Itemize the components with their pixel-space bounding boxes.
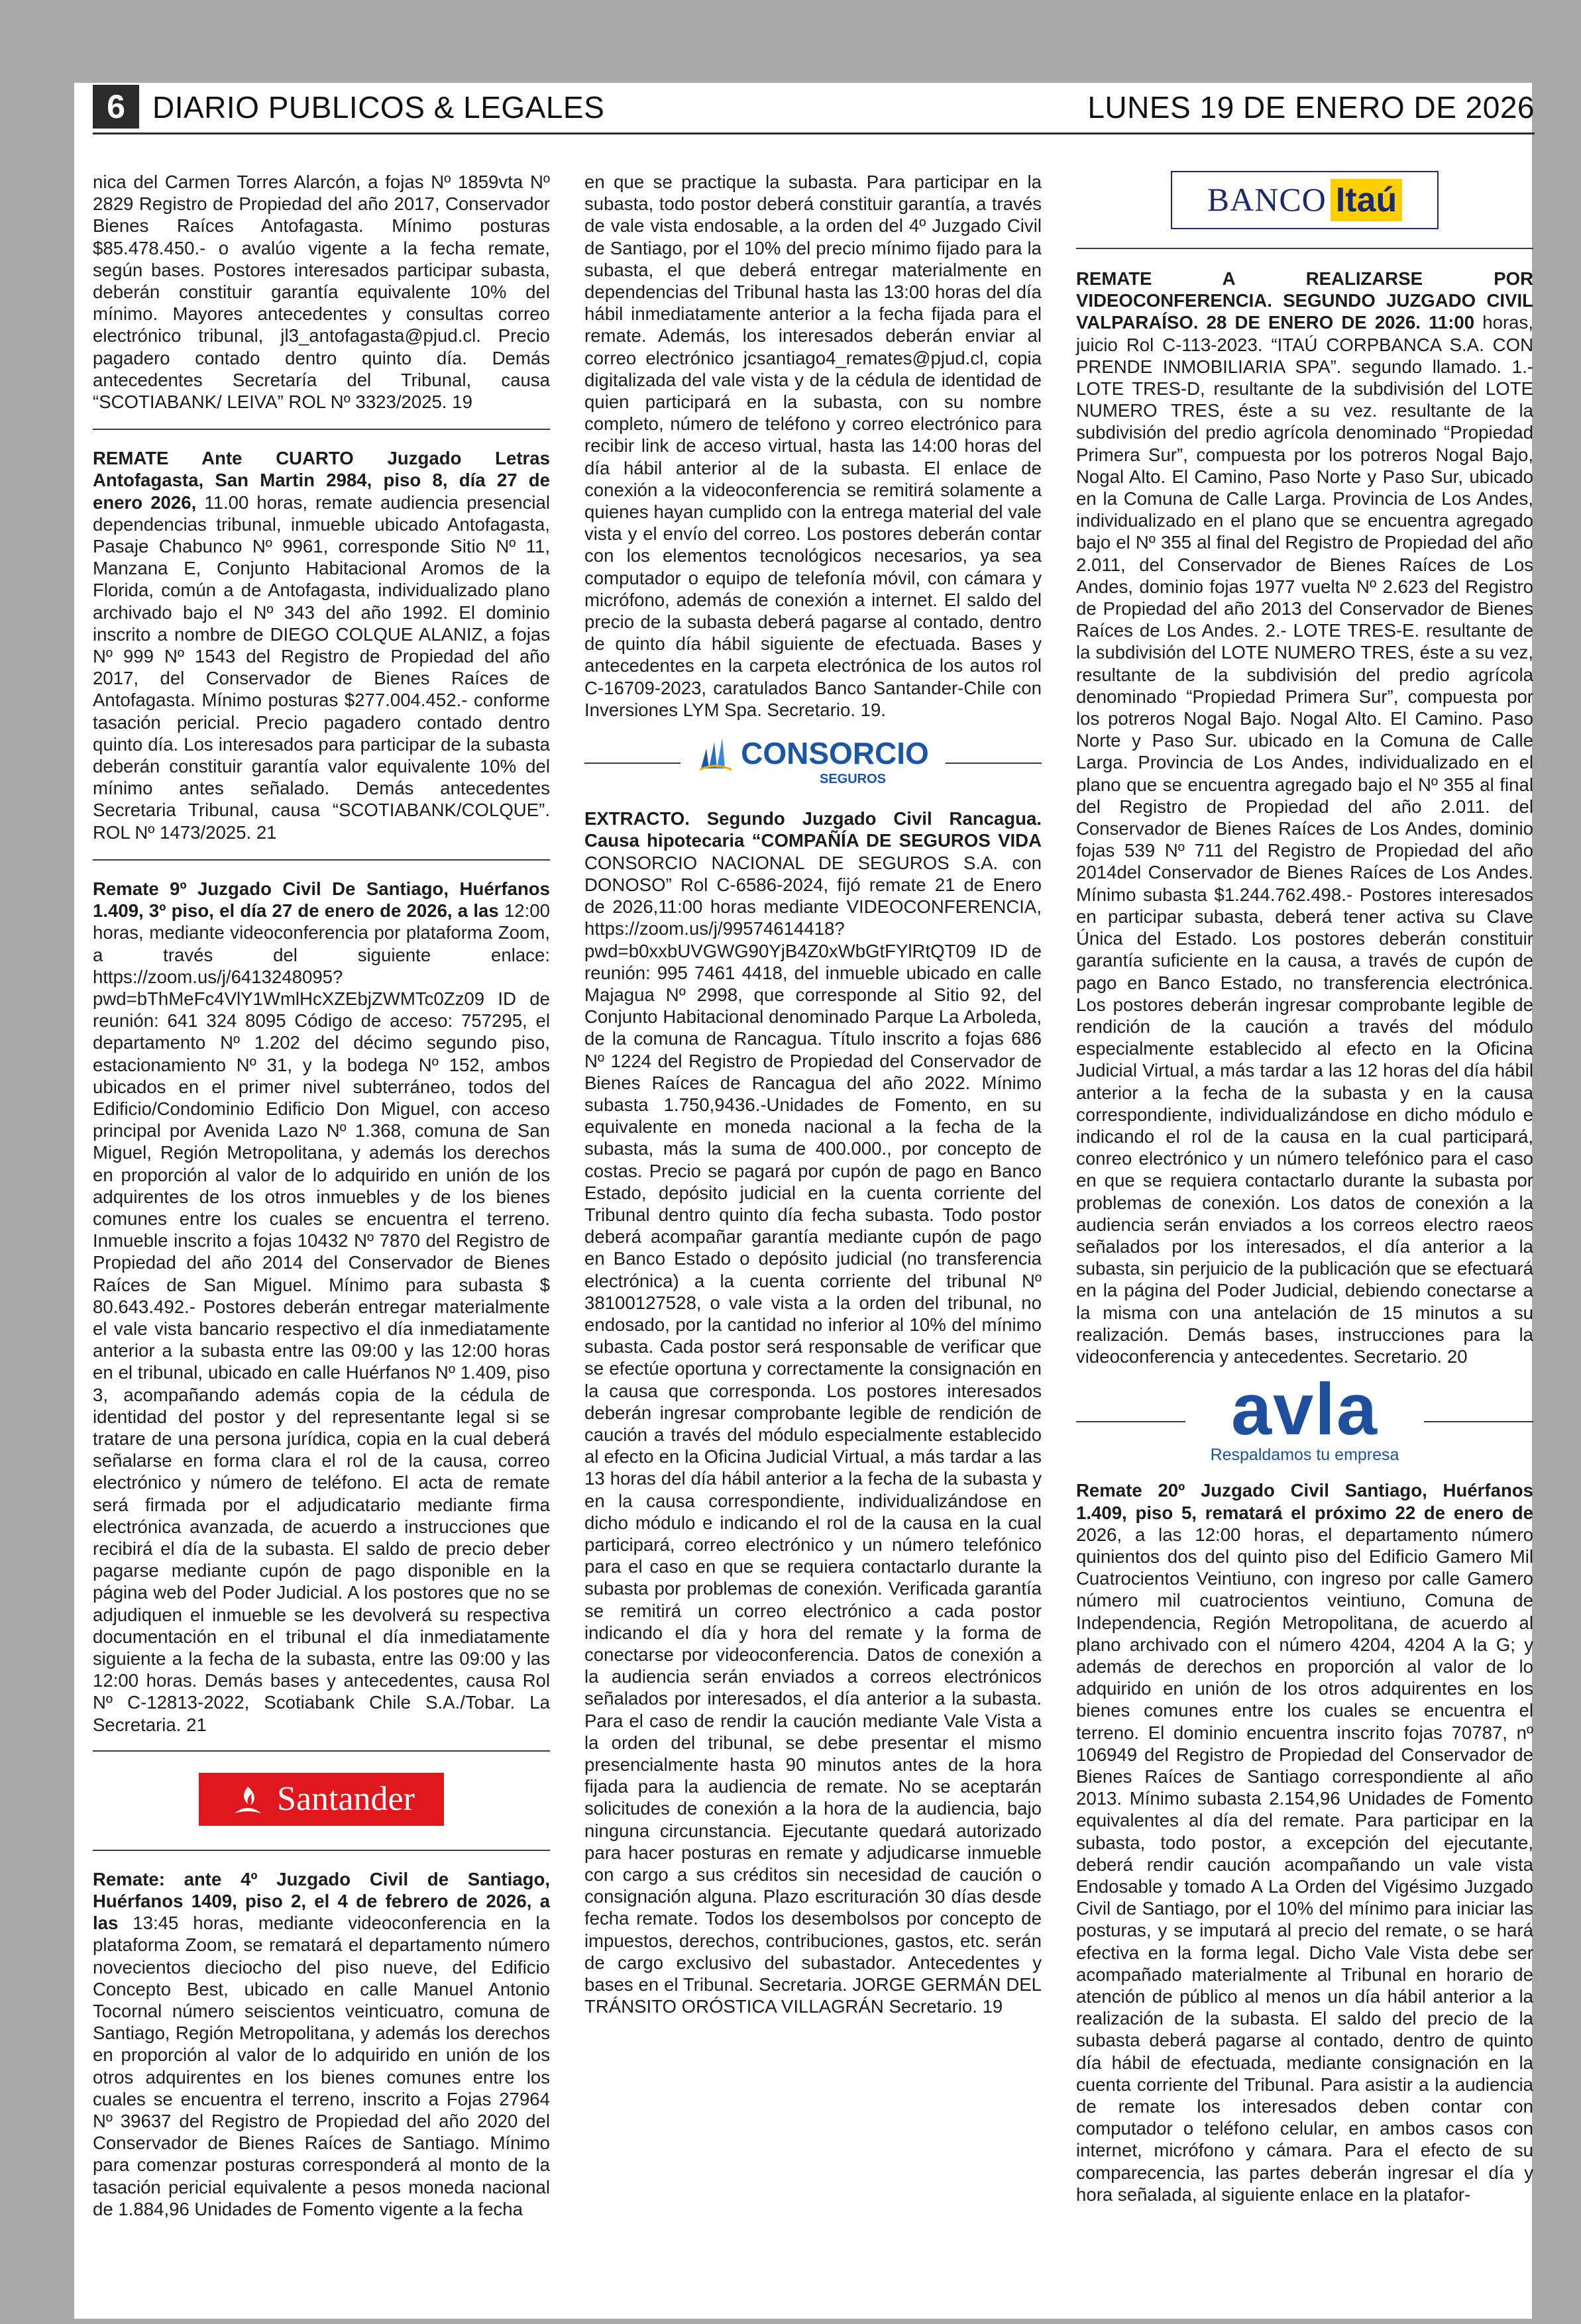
notice-heading: EXTRACTO. Segundo Juzgado Civil Rancagua. Causa hipotecaria “COMPAÑÍA DE SEGUROS VIDA — [584, 808, 1042, 851]
avla-name: avla — [1230, 1369, 1379, 1451]
notice-divider — [93, 1750, 550, 1752]
consorcio-ad — [584, 735, 1042, 790]
notice-divider — [1076, 248, 1533, 249]
itau-name: Itaú — [1331, 179, 1402, 221]
notice-text: 12:00 horas, mediante videoconferencia por plataforma Zoom, a través del siguiente enlace: https://zoom.us/j/6413248095?pwd=bThMeFc4VlY1WmlHcXZEbjZWMTc0Zz09 ID de reunión: 641 324 8095 Código de acceso: 757295, el departamento Nº 1.202 del décimo segundo piso, estacionamiento Nº 31, y la bodega Nº 152, ambos ubicados en el primer nivel subterráneo, todos del Edificio/Condominio Edificio Don Miguel, con acceso principal por Avenida Lazo Nº 1.368, comuna de San Miguel, Región Metropolitana, y además los derechos en proporción al valor de lo adquirido en unión de los adquirentes de los otros inmuebles y de los bienes comunes entre los cuales se encuentra el terreno. Inmueble inscrito a fojas 10432 Nº 7870 del Registro de Propiedad del año 2014 del Conservador de Bienes Raíces de San Miguel. Mínimo para subasta $ 80.643.492.- Postores deberán entregar materialmente el vale vista bancario respectivo el día inmediatamente anterior a la subasta entre las 09:00 y las 12:00 horas en el tribunal, ubicado en calle Huérfanos Nº 1.409, piso 3, acompañando además copia de la cédula de identidad del postor y del representante legal si se tratare de una persona jurídica, copia en la cual deberá señalarse en forma clara el rol de la causa, correo electrónico y número de teléfono. El acta de remate será firmada por el adjudicatario mediante firma electrónica avanzada, de acuerdo a instrucciones que recibirá el día de la subasta. El saldo de precio deber pagarse mediante cupón de pago disponible en la página web del Poder Judicial. A los postores que no se adjudiquen el inmueble se les devolverá su respectiva documentación en el tribunal el día inmediatamente siguiente a la fecha de la subasta, entre las 09:00 y las 12:00 horas. Demás bases y antecedentes, causa Rol Nº C-12813-2022, Scotiabank Chile S.A./Tobar. La Secretaria. 21 — [93, 900, 550, 1735]
avla-logo — [1185, 1369, 1424, 1466]
notice-divider — [1424, 1421, 1533, 1422]
notice — [93, 447, 550, 843]
santander-ad — [93, 1773, 550, 1826]
consorcio-subtitle: SEGUROS — [819, 772, 887, 787]
notice-heading: Remate 9º Juzgado Civil De Santiago, Huérfanos 1.409, 3º piso, el día 27 de enero de 2026, a las — [93, 878, 550, 922]
consorcio-icon — [697, 735, 734, 772]
notice — [584, 808, 1042, 2017]
notice-divider — [93, 859, 550, 861]
avla-ad — [1076, 1369, 1533, 1466]
consorcio-name: CONSORCIO — [741, 736, 929, 771]
notice-text: CONSORCIO NACIONAL DE SEGUROS S.A. con DONOSO” Rol C-6586-2024, fijó remate 21 de Enero de 2026,11:00 horas mediante VIDEOCONFERENCIA, https://zoom.us/j/99574614418?pwd=b0xxbUVGWG90YjB4Z0xWbGtFYlRtQT09 ID de reunión: 995 7461 4418, del inmueble ubicado en calle Majagua Nº 2998, que corresponde al Sitio 92, del Conjunto Habitacional denominado Parque La Arboleda, de la comuna de Rancagua. Título inscrito a fojas 686 Nº 1224 del Registro de Propiedad del Conservador de Bienes Raíces de Rancagua del año 2022. Mínimo subasta 1.750,9436.-Unidades de Fomento, en su equivalente en moneda nacional a la fecha de la subasta, más la suma de 400.000., por concepto de costas. Precio se pagará por cupón de pago en Banco Estado, depósito judicial en la cuenta corriente del Tribunal dentro quinto día fecha subasta. Todo postor deberá acompañar garantía mediante cupón de pago en Banco Estado o depósito judicial (no transferencia electrónica) a la cuenta corriente del tribunal Nº 38100127528, o vale vista a la orden del tribunal, no endosado, por la cantidad no inferior al 10% del mínimo subasta. Cada postor será responsable de verificar que se efectúe oportuna y correctamente la consignación en la causa que corresponda. Los postores interesados deberán ingresar comprobante legible de rendición de caución a través del módulo especialmente establecido al efecto en la Oficina Judicial Virtual, a más tardar a las 13 horas del día hábil anterior a la fecha de la subasta y en la causa correspondiente, individualizándose en dicho módulo e indicando el rol de la causa en la cual participará, correo electrónico y un número telefónico para el caso en que se requiera contactarlo durante la subasta por problemas de conexión. Verificada garantía se remitirá un correo electrónico a cada postor indicando el día y hora del remate y la forma de conectarse por videoconferencia. Datos de conexión a la audiencia serán enviados a correos electrónicos señalados por interesados, el día anterior a la subasta. Para el caso de rendir la caución mediante Vale Vista a la orden del tribunal, se debe presentar el mismo presencialmente hasta 90 minutos antes de la hora fijada para la audiencia de remate. No se aceptarán solicitudes de conexión a la hora de la audiencia, bajo ninguna circunstancia. Ejecutante quedará autorizado para hacer posturas en remate y adjudicarse inmueble con cargo a sus créditos sin necesidad de caución o consignación alguna. Plazo escrituración 30 días desde fecha remate. Todos los desembolsos por concepto de impuestos, derechos, contribuciones, gastos, etc. serán de cargo exclusivo del subastador. Antecedentes y bases en el Tribunal. Secretaria. JORGE GERMÁN DEL TRÁNSITO ORÓSTICA VILLAGRÁN Secretario. 19 — [584, 852, 1042, 2017]
column-2 — [584, 171, 1042, 2017]
avla-tagline: Respaldamos tu empresa — [1210, 1446, 1399, 1465]
notice-divider — [93, 429, 550, 430]
notice-divider — [946, 763, 1042, 764]
notice-text: horas, juicio Rol C-113-2023. “ITAÚ CORPBANCA S.A. CON PRENDE INMOBILIARIA SPA”. segundo llamado. 1.- LOTE TRES-D, resultante de la subdivisión del LOTE NUMERO TRES, éste a su vez. resultante de la subdivisión del predio agrícola denominado “Propiedad Primera Sur”, compuesta por los potreros Nogal Bajo, Nogal Alto. El Camino, Paso Norte y Paso Sur, ubicado en la Comuna de Calle Larga. Provincia de Los Andes, individualizado en el plano que se encuentra agregado bajo el Nº 355 al final del Registro de Propiedad del año 2.011, del Conservador de Bienes Raíces de Los Andes, dominio fojas 1977 vuelta Nº 2.623 del Registro de Propiedad del año 2013 del Conservador de Bienes Raíces de Los Andes. 2.- LOTE TRES-E. resultante de la subdivisión del LOTE NUMERO TRES, éste a su vez, resultante de la subdivisión del predio agrícola denominado “Propiedad Primera Sur”, compuesta por los potreros Nogal Bajo. Nogal Alto. El Camino. Paso Norte y Paso Sur. ubicado en la Comuna de Calle Larga. Provincia de Los Andes, individualizado en el plano que se encuentra agregado bajo el Nº 355 al final del Registro de Propiedad del año 2.011. del Conservador de Bienes Raíces de Los Andes, dominio fojas 539 Nº 711 del Registro de Propiedad del año 2014del Conservador de Bienes Raíces de Los Andes. Mínimo subasta $1.244.762.498.- Postores interesados en participar subasta, deberá tener activa su Clave Única del Estado. Los postores deberán constituir garantía suficiente en la causa, a través de cupón de pago en Banco Estado, no transferencia electrónica. Los postores deberán ingresar comprobante legible de rendición de la caución a través del módulo especialmente establecido al efecto en la Oficina Judicial Virtual, a más tardar a las 12 horas del día hábil anterior a la fecha de la subasta y en la causa correspondiente, individualizándose en dicho módulo e indicando el rol de la causa en la cual participará, conreo electrónico y un número telefónico para el caso en que se requiera contactarlo durante la subasta por problemas de conexión. Los datos de conexión a la audiencia serán enviados a los correos electro raeos señalados por los interesados, el día anterior a la subasta, sin perjuicio de la publicación que se efectuará en la página del Poder Judicial, debiendo conectarse a la misma con una antelación de 15 minutos a su realización. Demás bases, instrucciones para la videoconferencia y antecedentes. Secretario. 20 — [1076, 312, 1533, 1367]
column-1 — [93, 171, 550, 2220]
publication-title: DIARIO PUBLICOS & LEGALES — [152, 90, 605, 125]
notice — [1076, 1479, 1533, 2205]
notice-text: nica del Carmen Torres Alarcón, a fojas Nº 1859vta Nº 2829 Registro de Propiedad del año 2017, Conservador Bienes Raíces Antofagasta. Mínimo posturas $85.478.450.- o avalúo vigente a la fecha remate, según bases. Postores interesados participar subasta, deberán constituir garantía equivalente 10% del mínimo. Mayores antecedentes y consultas correo electrónico tribunal, jl3_antofagasta@pjud.cl. Precio pagadero contado dentro quinto día. Demás antecedentes Secretaría del Tribunal, causa “SCOTIABANK/ LEIVA” ROL Nº 3323/2025. 19 — [93, 172, 550, 413]
flame-icon — [228, 1783, 268, 1816]
notice-divider — [584, 763, 681, 764]
page-header — [93, 85, 1535, 129]
itau-ad — [1076, 171, 1533, 229]
notice-divider — [1076, 1421, 1185, 1422]
notice-heading: REMATE Ante CUARTO Juzgado Letras Antofagasta, San Martin 2984, piso 8, día 27 de enero 2026, — [93, 448, 550, 513]
notice — [93, 1868, 550, 2220]
santander-name: Santander — [277, 1780, 415, 1819]
notice-text: en que se practique la subasta. Para participar en la subasta, todo postor deberá constituir garantía, a través de vale vista endosable, a la orden del 4º Juzgado Civil de Santiago, por el 10% del precio mínimo fijado para la subasta, el que deberá entregar materialmente en dependencias del Tribunal hasta las 13:00 horas del día hábil inmediatamente anterior a la fecha fijada para el remate. Además, los interesados deberán enviar al correo electrónico jcsantiago4_remates@pjud.cl, copia digitalizada del vale vista y de la cédula de identidad de quien participará en la subasta, con su nombre completo, número de teléfono y correo electrónico para recibir link de acceso virtual, hasta las 14:00 horas del día hábil anterior al de la subasta. El enlace de conexión a la videoconferencia se remitirá solamente a quienes hayan cumplido con la entrega material del vale vista y el envío del correo. Los postores deberán contar con los elementos tecnológicos necesarios, ya sea computador o equipo de telefonía móvil, con cámara y micrófono, además de conexión a internet. El saldo del precio de la subasta deberá pagarse al contado, dentro de quinto día hábil siguiente de efectuada. Bases y antecedentes en la carpeta electrónica de los autos rol C-16709-2023, caratulados Banco Santander-Chile con Inversiones LYM Spa. Secretario. 19. — [584, 172, 1042, 720]
notice-heading: Remate: ante 4º Juzgado Civil de Santiago, Huérfanos 1409, piso 2, el 4 de febrero de 2026, a las — [93, 1868, 550, 1934]
notice-heading: Remate 20º Juzgado Civil Santiago, Huérfanos 1.409, piso 5, rematará el próximo 22 de enero de — [1076, 1480, 1533, 1523]
header-rule — [93, 132, 1535, 134]
notice-heading: REMATE A REALIZARSE POR VIDEOCONFERENCIA. SEGUNDO JUZGADO CIVIL VALPARAÍSO. 28 DE ENERO DE 2026. 11:00 — [1076, 268, 1533, 333]
notice-text: 2026, a las 12:00 horas, el departamento número quinientos dos del quinto piso del Edificio Gamero Mil Cuatrocientos Veintiuno, con ingreso por calle Gamero número mil cuatrocientos veintiuno, Comuna de Independencia, Región Metropolitana, de acuerdo al plano archivado con el número 4204, 4204 A la G; y además de derechos en proporción al valor de lo adquirido en unión de los otros adquirentes en los bienes comunes entre los cuales se encuentra el terreno. El dominio encuentra inscrito fojas 70787, nº 106949 del Registro de Propiedad del Conservador de Bienes Raíces de Santiago correspondiente al año 2013. Mínimo subasta 2.154,96 Unidades de Fomento equivalentes al día del remate. Para participar en la subasta, todo postor, a excepción del ejecutante, deberá rendir caución acompañando un vale vista Endosable y tomado A La Orden del Vigésimo Juzgado Civil de Santiago, por el 10% del mínimo para iniciar las posturas, y se imputará al precio del remate, o se hará efectiva en la forma legal. Dicho Vale Vista debe ser acompañado materialmente al Tribunal en horario de atención de público al menos un día hábil anterior a la realización de la subasta. El saldo del precio de la subasta deberá pagarse al contado, dentro de quinto día hábil de efectuada, mediante consignación en la cuenta corriente del Tribunal. Para asistir a la audiencia de remate los interesados deben contar con computador o teléfono celular, en ambos casos con internet, micrófono y cámara. Para el efecto de su comparecencia, las partes deberán ingresar el día y hora señalada, al siguiente enlace en la platafor- — [1076, 1524, 1533, 2205]
column-3 — [1076, 171, 1533, 2205]
notice — [93, 878, 550, 1736]
itau-logo — [1171, 171, 1439, 229]
notice — [1076, 268, 1533, 1367]
publication-date: LUNES 19 DE ENERO DE 2026 — [1087, 90, 1535, 125]
consorcio-logo — [681, 735, 946, 790]
notice-text: 13:45 horas, mediante videoconferencia en la plataforma Zoom, se rematará el departamento número novecientos dieciocho del piso nueve, del Edificio Concepto Best, ubicado en calle Manuel Antonio Tocornal número seiscientos veinticuatro, comuna de Santiago, Región Metropolitana, y además los derechos en proporción al valor de lo adquirido en unión de los otros adquirentes en los bienes comunes entre los cuales se encuentra el terreno, inscrito a Fojas 27964 Nº 39637 del Registro de Propiedad del año 2020 del Conservador de Bienes Raíces de Santiago. Mínimo para comenzar posturas corresponderá al monto de la tasación pericial equivalente a pesos moneda nacional de 1.884,96 Unidades de Fomento vigente a la fecha — [93, 1913, 550, 2219]
page-number: 6 — [93, 85, 139, 129]
notice-divider — [93, 1850, 550, 1851]
santander-logo — [199, 1773, 444, 1826]
notice-text: 11.00 horas, remate audiencia presencial dependencias tribunal, inmueble ubicado Antofagasta, Pasaje Chabunco Nº 9961, corresponde Sitio Nº 11, Manzana E, Conjunto Habitacional Aromos de la Florida, común a de Antofagasta, individualizado plano archivado bajo el Nº 343 del año 1992. El dominio inscrito a nombre de DIEGO COLQUE ALANIZ, a fojas Nº 999 Nº 1543 del Registro de Propiedad del año 2017, del Conservador de Bienes Raíces de Antofagasta. Mínimo posturas $277.004.452.- conforme tasación pericial. Precio pagadero contado dentro quinto día. Los interesados para participar de la subasta deberán constituir garantía valor equivalente 10% del mínimo antes señalado. Demás antecedentes Secretaria Tribunal, causa “SCOTIABANK/COLQUE”. ROL Nº 1473/2025. 21 — [93, 492, 550, 843]
itau-banco-text: BANCO — [1207, 181, 1327, 219]
